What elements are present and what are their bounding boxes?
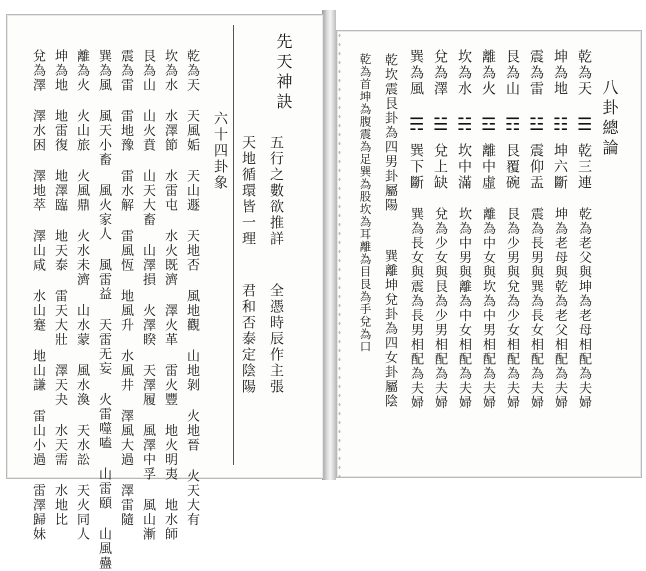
summary-line: 乾坎震艮卦為四男卦屬陽 xyxy=(382,53,397,213)
trigram-mnemonic: 坎中滿 xyxy=(456,143,472,191)
trigram-symbol-icon: ☰ xyxy=(577,115,593,135)
right-page-title: 八卦總論 xyxy=(600,79,619,159)
left-page-title: 先天神訣 xyxy=(274,33,293,113)
trigram-mnemonic: 巽下斷 xyxy=(408,143,424,191)
trigram-symbol-icon: ☲ xyxy=(481,115,497,135)
verse-line-1: 五行之數欲推詳 xyxy=(268,135,284,247)
trigram-name: 離為火 xyxy=(480,49,496,97)
verse-line-2b: 君和否泰定陰陽 xyxy=(240,283,256,395)
hexagram-column: 乾為天 天風姤 天山遯 天地否 風地觀 山地剝 火地晉 火天大有 xyxy=(184,49,199,527)
trigram-name: 巽為風 xyxy=(408,49,424,97)
trigram-relation: 艮為少男與兌為少女相配為夫婦 xyxy=(504,207,519,410)
trigram-symbol-icon: ☴ xyxy=(409,115,425,135)
trigram-symbol-icon: ☶ xyxy=(505,115,521,135)
hexagram-column: 艮為山 山火賁 山天大畜 山澤損 火澤睽 天澤履 風澤中孚 風山漸 xyxy=(140,49,155,542)
trigram-mnemonic: 兌上缺 xyxy=(432,143,448,191)
verse-line-1b: 全憑時辰作主張 xyxy=(268,283,284,395)
trigram-relation: 離為中女與坎為中男相配為夫婦 xyxy=(480,207,495,410)
hexagram-column: 離為火 火山旅 火風鼎 火水未濟 山水蒙 風水渙 天水訟 天火同人 xyxy=(74,49,89,542)
hexagram-column: 巽為風 風天小畜 風火家人 風雷益 天雷无妄 火雷噬嗑 山雷頤 山風蠱 xyxy=(96,49,111,571)
hexagram-column: 坤為地 地雷復 地澤臨 地天泰 雷天大壯 澤天夬 水天需 水地比 xyxy=(52,49,67,527)
trigram-name: 艮為山 xyxy=(504,49,520,97)
left-page xyxy=(6,14,324,571)
left-page-subtitle: 六十四卦象 xyxy=(212,111,228,191)
left-divider-line xyxy=(233,25,234,465)
hexagram-column: 兌為澤 澤水困 澤地萃 澤山咸 水山蹇 地山謙 雷山小過 雷澤歸妹 xyxy=(30,49,45,542)
summary-line: 乾為首坤為腹震為足巽為股坎為耳離為目艮為手兌為口 xyxy=(358,53,373,353)
trigram-relation: 兌為少女與艮為少男相配為夫婦 xyxy=(432,207,447,410)
trigram-name: 坎為水 xyxy=(456,49,472,97)
book-gutter xyxy=(322,10,336,480)
trigram-symbol-icon: ☳ xyxy=(529,115,545,135)
trigram-name: 乾為天 xyxy=(576,49,592,97)
trigram-relation: 乾為老父與坤為老母相配為夫婦 xyxy=(576,207,591,410)
trigram-mnemonic: 震仰盂 xyxy=(528,143,544,191)
hexagram-column: 震為雷 雷地豫 雷水解 雷風恆 地風升 水風井 澤風大過 澤雷隨 xyxy=(118,49,133,527)
trigram-mnemonic: 坤六斷 xyxy=(552,143,568,191)
trigram-name: 坤為地 xyxy=(552,49,568,97)
trigram-symbol-icon: ☱ xyxy=(433,115,449,135)
page-edge-perforation xyxy=(337,31,343,477)
trigram-relation: 坎為中男與離為中女相配為夫婦 xyxy=(456,207,471,410)
trigram-relation: 坤為老母與乾為老父相配為夫婦 xyxy=(552,207,567,410)
trigram-symbol-icon: ☷ xyxy=(553,115,569,135)
trigram-mnemonic: 艮覆碗 xyxy=(504,143,520,191)
summary-line: 巽離坤兌卦為四女卦屬陰 xyxy=(382,249,397,409)
trigram-symbol-icon: ☵ xyxy=(457,115,473,135)
trigram-name: 震為雷 xyxy=(528,49,544,97)
verse-line-2: 天地循環皆一理 xyxy=(240,135,256,247)
right-page xyxy=(336,30,642,478)
trigram-mnemonic: 乾三連 xyxy=(576,143,592,191)
trigram-mnemonic: 離中虛 xyxy=(480,143,496,191)
trigram-relation: 震為長男與巽為長女相配為夫婦 xyxy=(528,207,543,410)
trigram-relation: 巽為長女與震為長男相配為夫婦 xyxy=(408,207,423,410)
trigram-name: 兌為澤 xyxy=(432,49,448,97)
hexagram-column: 坎為水 水澤節 水雷屯 水火既濟 澤火革 雷火豐 地火明夷 地水師 xyxy=(162,49,177,542)
